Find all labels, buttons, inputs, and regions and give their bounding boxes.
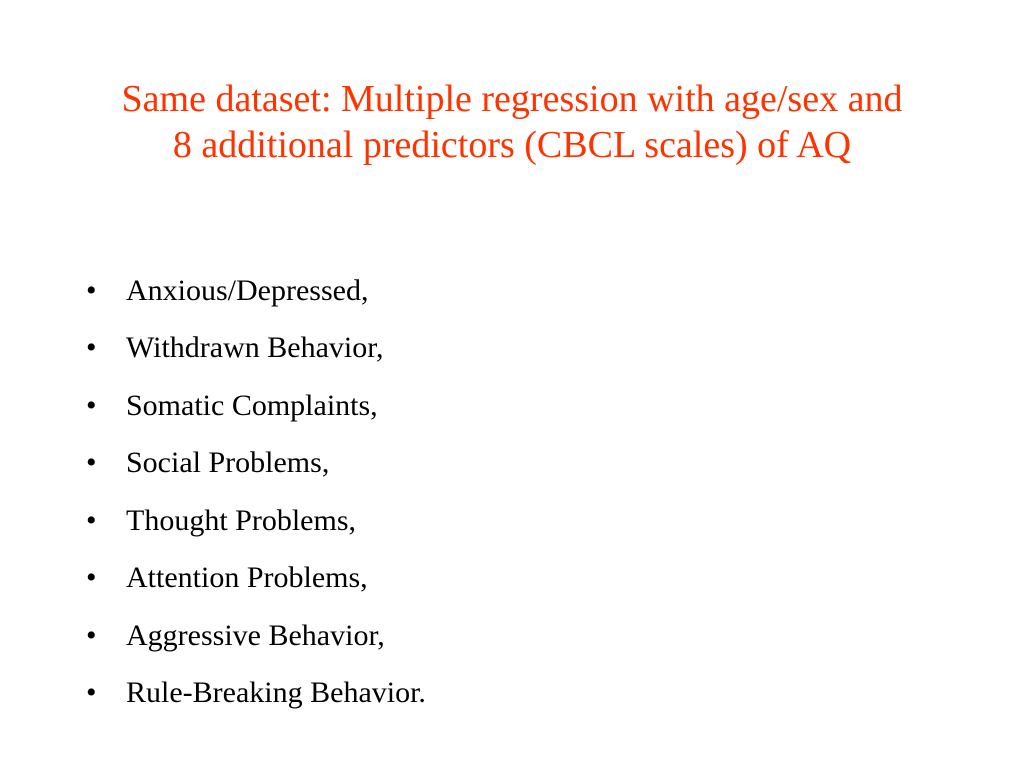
list-item-label: Withdrawn Behavior, [126, 331, 384, 365]
list-item [86, 492, 426, 550]
list-item [86, 377, 426, 435]
bullet-icon: • [86, 618, 97, 652]
list-item [86, 435, 426, 493]
bullet-icon: • [86, 503, 97, 537]
list-item [86, 550, 426, 608]
list-item-label: Somatic Complaints, [126, 388, 378, 422]
list-item [86, 320, 426, 378]
slide-title-line-1: Same dataset: Multiple regression with age/sex and [121, 78, 903, 120]
list-item-label: Aggressive Behavior, [126, 618, 385, 652]
bullet-icon: • [86, 676, 97, 710]
bullet-icon: • [86, 561, 97, 595]
list-item-label: Attention Problems, [126, 561, 368, 595]
bullet-icon: • [86, 446, 97, 480]
predictor-list [86, 262, 426, 722]
list-item-label: Rule-Breaking Behavior. [126, 676, 426, 710]
list-item [86, 607, 426, 665]
list-item [86, 665, 426, 723]
list-item [86, 262, 426, 320]
bullet-icon: • [86, 331, 97, 365]
slide-title-line-2: 8 additional predictors (CBCL scales) of AQ [172, 124, 852, 166]
slide-title [40, 76, 984, 168]
bullet-icon: • [86, 273, 97, 307]
list-item-label: Thought Problems, [126, 503, 356, 537]
list-item-label: Anxious/Depressed, [126, 273, 369, 307]
list-item-label: Social Problems, [126, 446, 330, 480]
bullet-icon: • [86, 388, 97, 422]
